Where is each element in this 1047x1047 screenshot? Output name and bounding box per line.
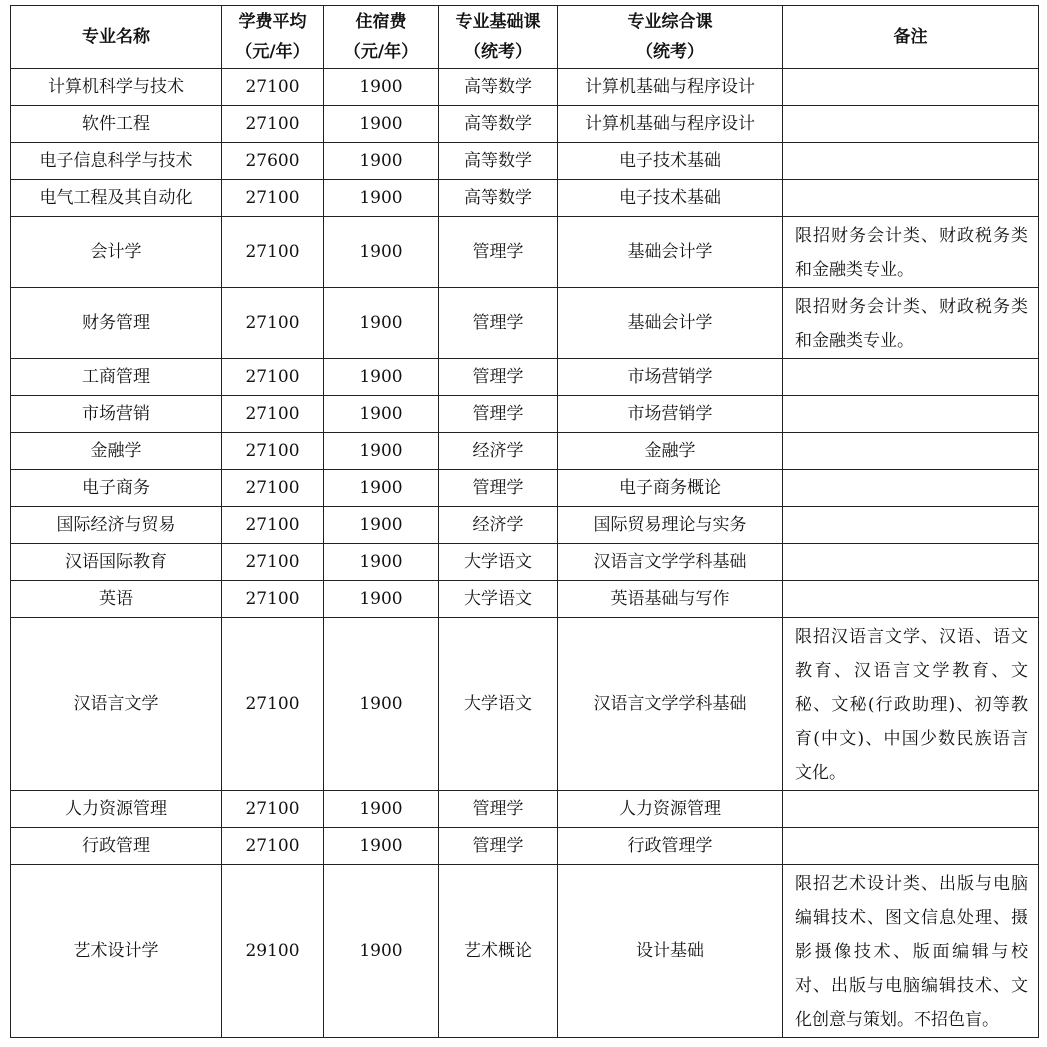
cell-major: 汉语言文学: [11, 618, 222, 791]
cell-note: 限招汉语言文学、汉语、语文教育、汉语言文学教育、文秘、文秘(行政助理)、初等教育(中文)、中国少数民族语言文化。: [783, 618, 1039, 791]
cell-major: 行政管理: [11, 828, 222, 865]
cell-basic-course: 经济学: [439, 433, 558, 470]
cell-major: 市场营销: [11, 396, 222, 433]
cell-tuition: 27100: [222, 180, 324, 217]
cell-comprehensive-course: 国际贸易理论与实务: [558, 507, 783, 544]
cell-note: [783, 828, 1039, 865]
cell-note: [783, 581, 1039, 618]
table-header: [11, 6, 1039, 69]
header-dorm: 住宿费 （元/年）: [324, 6, 439, 69]
cell-dorm: 1900: [324, 865, 439, 1038]
cell-basic-course: 管理学: [439, 217, 558, 288]
table-row: [11, 288, 1039, 359]
cell-tuition: 27100: [222, 470, 324, 507]
table-row: [11, 217, 1039, 288]
cell-comprehensive-course: 电子技术基础: [558, 180, 783, 217]
table-row: [11, 69, 1039, 106]
cell-tuition: 27100: [222, 396, 324, 433]
cell-basic-course: 高等数学: [439, 106, 558, 143]
cell-tuition: 27100: [222, 359, 324, 396]
cell-note: 限招艺术设计类、出版与电脑编辑技术、图文信息处理、摄影摄像技术、版面编辑与校对、出版与电脑编辑技术、文化创意与策划。不招色盲。: [783, 865, 1039, 1038]
cell-major: 财务管理: [11, 288, 222, 359]
cell-basic-course: 管理学: [439, 288, 558, 359]
cell-tuition: 27100: [222, 828, 324, 865]
cell-note: [783, 396, 1039, 433]
cell-major: 汉语国际教育: [11, 544, 222, 581]
cell-dorm: 1900: [324, 217, 439, 288]
cell-tuition: 27100: [222, 69, 324, 106]
cell-dorm: 1900: [324, 396, 439, 433]
cell-dorm: 1900: [324, 828, 439, 865]
cell-dorm: 1900: [324, 507, 439, 544]
header-tuition: 学费平均 （元/年）: [222, 6, 324, 69]
cell-major: 艺术设计学: [11, 865, 222, 1038]
header-comprehensive-course: 专业综合课 （统考）: [558, 6, 783, 69]
cell-basic-course: 高等数学: [439, 143, 558, 180]
header-basic-course: 专业基础课 （统考）: [439, 6, 558, 69]
table-row: [11, 828, 1039, 865]
cell-note: [783, 470, 1039, 507]
cell-comprehensive-course: 英语基础与写作: [558, 581, 783, 618]
cell-dorm: 1900: [324, 143, 439, 180]
cell-comprehensive-course: 行政管理学: [558, 828, 783, 865]
cell-comprehensive-course: 市场营销学: [558, 396, 783, 433]
cell-basic-course: 管理学: [439, 359, 558, 396]
cell-tuition: 27100: [222, 581, 324, 618]
cell-note: [783, 791, 1039, 828]
cell-major: 人力资源管理: [11, 791, 222, 828]
cell-dorm: 1900: [324, 581, 439, 618]
cell-tuition: 27100: [222, 106, 324, 143]
cell-basic-course: 艺术概论: [439, 865, 558, 1038]
tuition-table: [10, 5, 1039, 1038]
cell-basic-course: 管理学: [439, 396, 558, 433]
cell-major: 国际经济与贸易: [11, 507, 222, 544]
cell-basic-course: 高等数学: [439, 180, 558, 217]
cell-comprehensive-course: 计算机基础与程序设计: [558, 106, 783, 143]
cell-basic-course: 管理学: [439, 828, 558, 865]
cell-comprehensive-course: 电子技术基础: [558, 143, 783, 180]
cell-tuition: 27600: [222, 143, 324, 180]
cell-dorm: 1900: [324, 470, 439, 507]
cell-basic-course: 大学语文: [439, 581, 558, 618]
cell-note: [783, 180, 1039, 217]
cell-dorm: 1900: [324, 69, 439, 106]
cell-comprehensive-course: 金融学: [558, 433, 783, 470]
table-row: [11, 865, 1039, 1038]
cell-tuition: 27100: [222, 288, 324, 359]
table-row: [11, 507, 1039, 544]
cell-comprehensive-course: 汉语言文学学科基础: [558, 618, 783, 791]
cell-dorm: 1900: [324, 433, 439, 470]
cell-note: 限招财务会计类、财政税务类和金融类专业。: [783, 217, 1039, 288]
cell-tuition: 27100: [222, 791, 324, 828]
cell-major: 会计学: [11, 217, 222, 288]
cell-note: [783, 143, 1039, 180]
table-row: [11, 791, 1039, 828]
cell-dorm: 1900: [324, 288, 439, 359]
cell-tuition: 27100: [222, 618, 324, 791]
cell-major: 软件工程: [11, 106, 222, 143]
table-row: [11, 106, 1039, 143]
cell-tuition: 27100: [222, 544, 324, 581]
cell-dorm: 1900: [324, 359, 439, 396]
cell-note: [783, 544, 1039, 581]
cell-note: [783, 507, 1039, 544]
cell-basic-course: 大学语文: [439, 544, 558, 581]
cell-comprehensive-course: 设计基础: [558, 865, 783, 1038]
cell-dorm: 1900: [324, 544, 439, 581]
cell-note: [783, 106, 1039, 143]
cell-basic-course: 大学语文: [439, 618, 558, 791]
cell-note: 限招财务会计类、财政税务类和金融类专业。: [783, 288, 1039, 359]
table-row: [11, 143, 1039, 180]
cell-major: 工商管理: [11, 359, 222, 396]
cell-basic-course: 高等数学: [439, 69, 558, 106]
cell-comprehensive-course: 电子商务概论: [558, 470, 783, 507]
cell-major: 金融学: [11, 433, 222, 470]
cell-comprehensive-course: 基础会计学: [558, 217, 783, 288]
cell-major: 电子商务: [11, 470, 222, 507]
table-row: [11, 470, 1039, 507]
table-row: [11, 396, 1039, 433]
header-major: 专业名称: [11, 6, 222, 69]
cell-tuition: 27100: [222, 507, 324, 544]
cell-comprehensive-course: 计算机基础与程序设计: [558, 69, 783, 106]
cell-comprehensive-course: 人力资源管理: [558, 791, 783, 828]
cell-dorm: 1900: [324, 618, 439, 791]
cell-tuition: 27100: [222, 433, 324, 470]
cell-note: [783, 359, 1039, 396]
cell-dorm: 1900: [324, 791, 439, 828]
cell-major: 电子信息科学与技术: [11, 143, 222, 180]
cell-note: [783, 433, 1039, 470]
cell-comprehensive-course: 汉语言文学学科基础: [558, 544, 783, 581]
table-row: [11, 581, 1039, 618]
table-row: [11, 433, 1039, 470]
cell-basic-course: 管理学: [439, 470, 558, 507]
cell-comprehensive-course: 基础会计学: [558, 288, 783, 359]
cell-tuition: 29100: [222, 865, 324, 1038]
cell-major: 电气工程及其自动化: [11, 180, 222, 217]
cell-major: 计算机科学与技术: [11, 69, 222, 106]
cell-major: 英语: [11, 581, 222, 618]
cell-tuition: 27100: [222, 217, 324, 288]
table-row: [11, 618, 1039, 791]
table-row: [11, 180, 1039, 217]
cell-basic-course: 经济学: [439, 507, 558, 544]
cell-note: [783, 69, 1039, 106]
cell-dorm: 1900: [324, 180, 439, 217]
table-row: [11, 359, 1039, 396]
cell-basic-course: 管理学: [439, 791, 558, 828]
header-notes: 备注: [783, 6, 1039, 69]
cell-comprehensive-course: 市场营销学: [558, 359, 783, 396]
table-row: [11, 544, 1039, 581]
cell-dorm: 1900: [324, 106, 439, 143]
table-body: [11, 69, 1039, 1038]
